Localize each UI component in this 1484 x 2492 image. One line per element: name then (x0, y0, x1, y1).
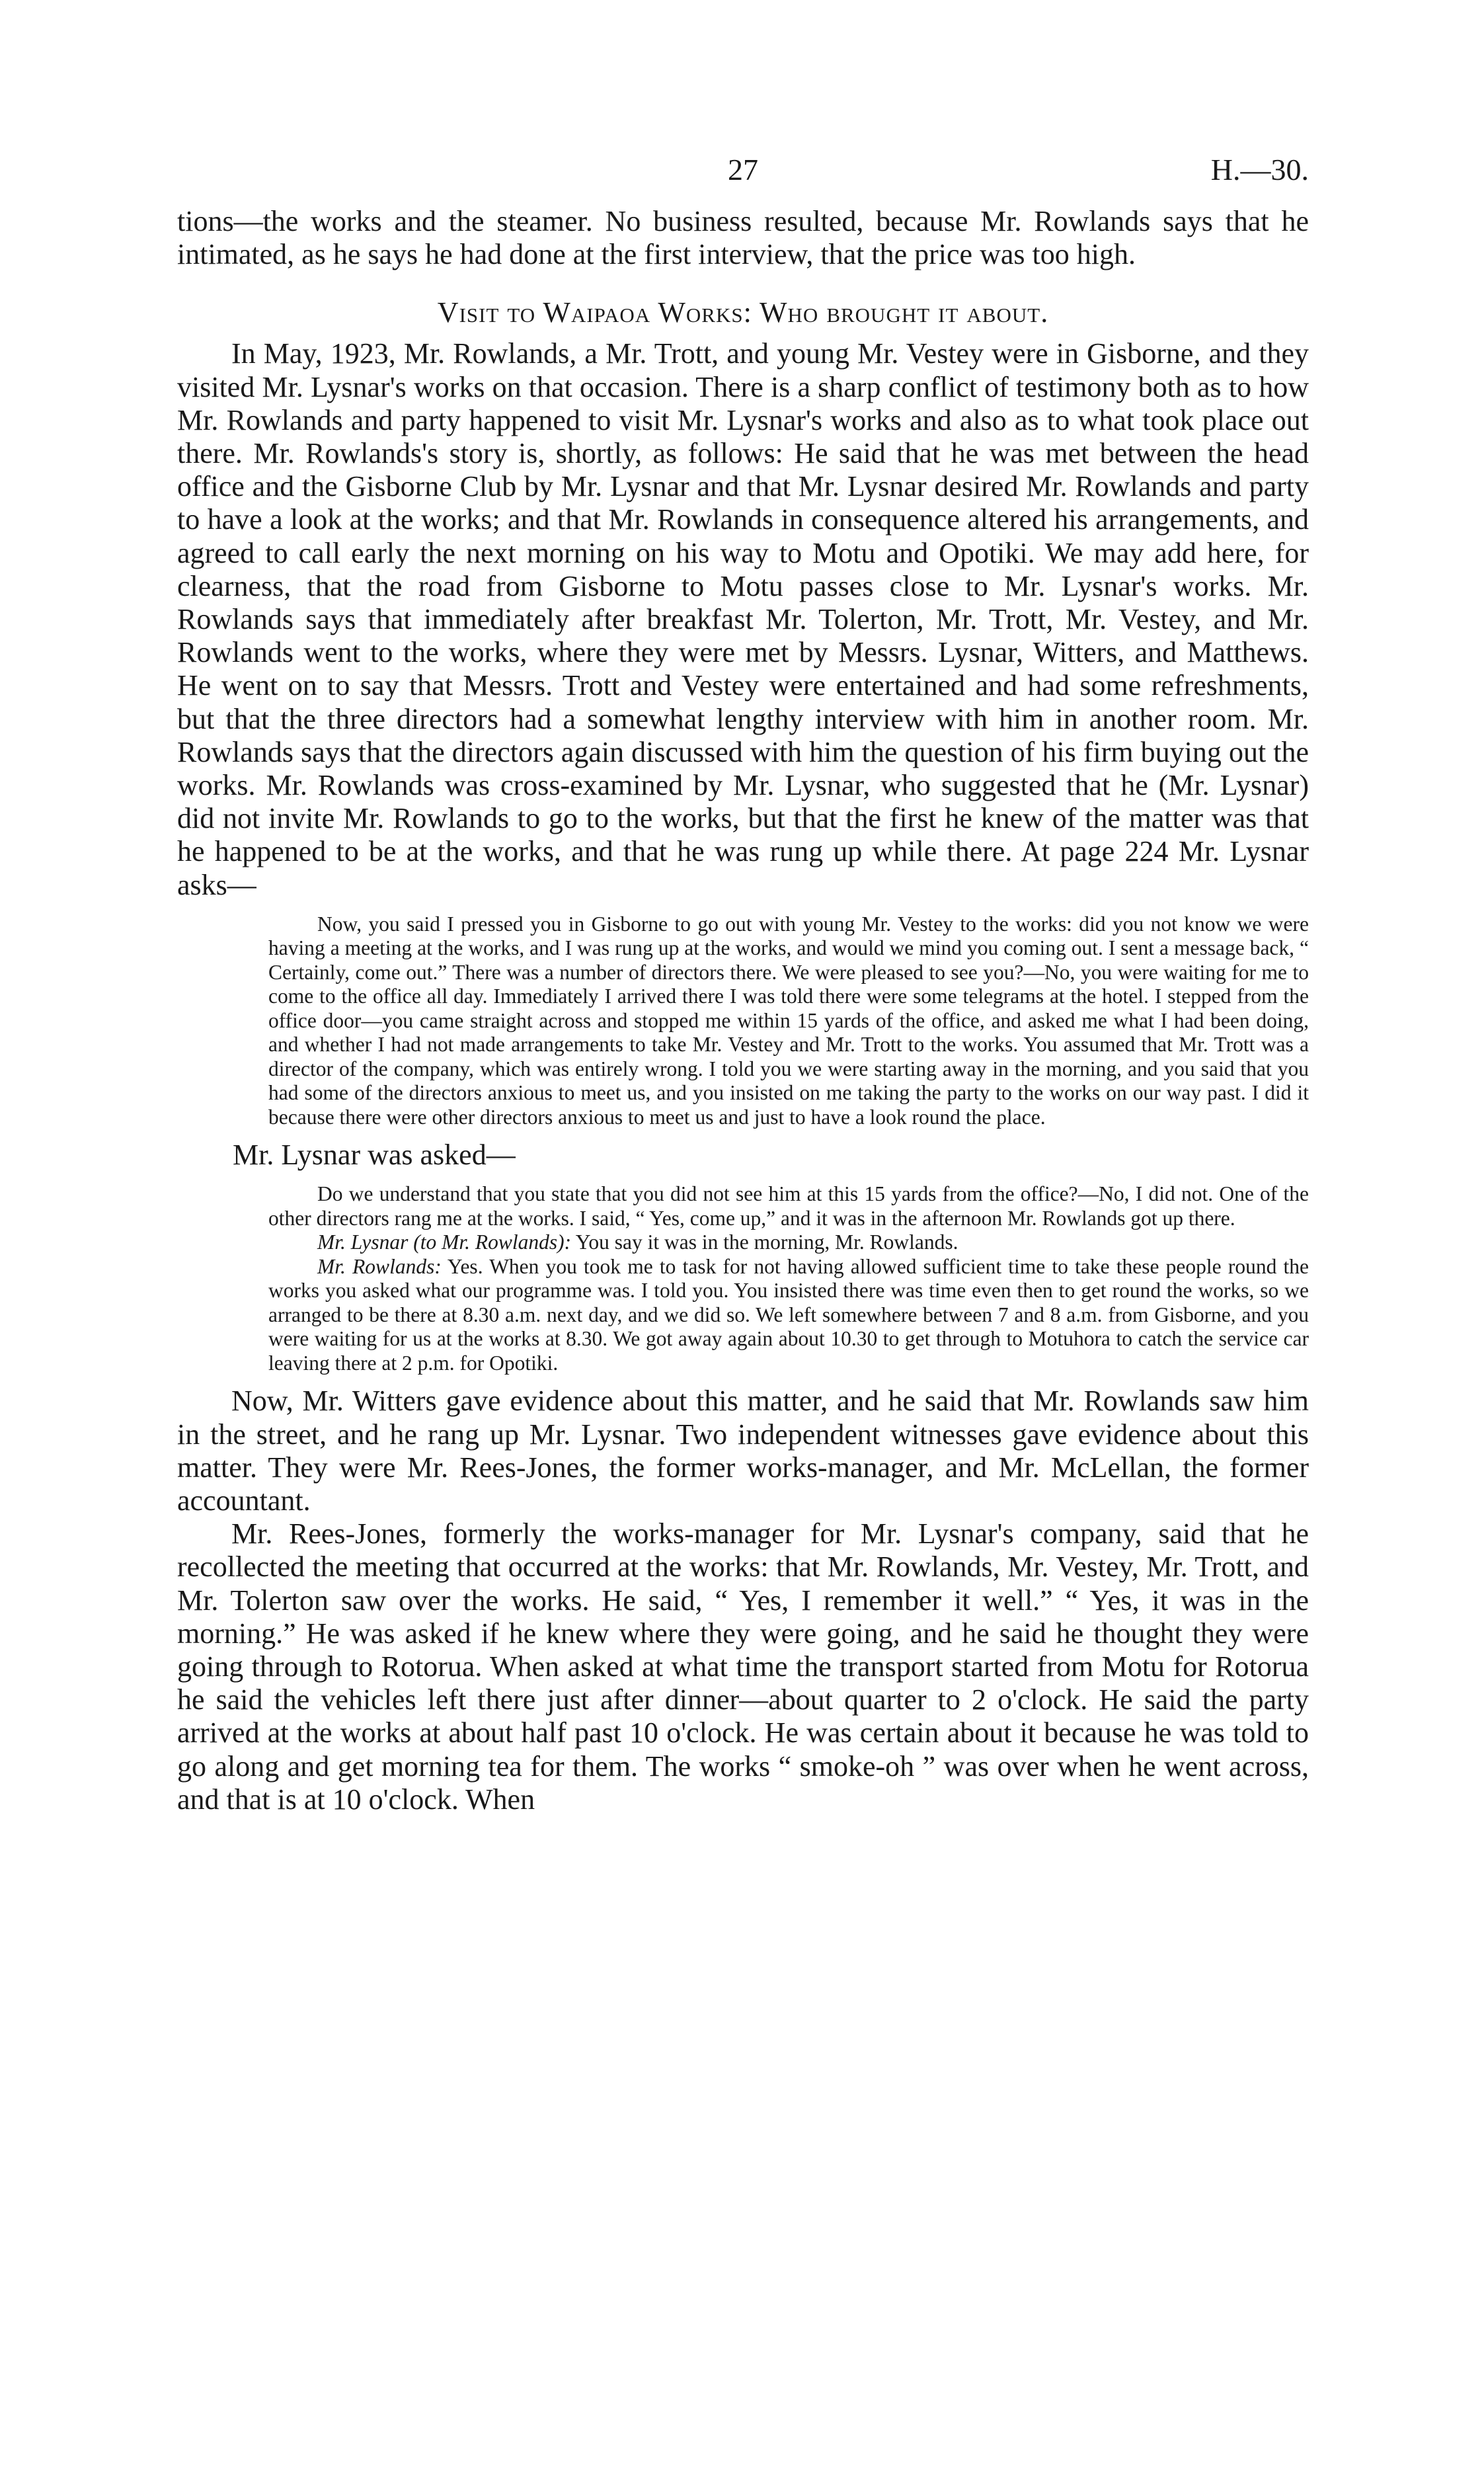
quoted-testimony-1 (177, 912, 1309, 1130)
quote-exchange-rowlands (268, 1255, 1309, 1376)
paragraph-witters-evidence: Now, Mr. Witters gave evidence about this matter, and he said that Mr. Rowlands saw him in the street, and he rang up Mr. Lysnar. Two independent witnesses gave evidence about this matter. They were Mr. Rees-Jones, the former works-manager, and Mr. McLellan, the former accountant. (177, 1385, 1309, 1517)
paragraph-rees-jones-evidence: Mr. Rees-Jones, formerly the works-manager for Mr. Lysnar's company, said that he recollected the meeting that occurred at the works: that Mr. Rowlands, Mr. Vestey, Mr. Trott, and Mr. Tolerton saw over the works. He said, “ Yes, I remember it well.” “ Yes, it was in the morning.” He was asked if he knew where they were going, and he said he thought they were going through to Rotorua. When asked at what time the transport started from Motu for Rotorua he said the vehicles left there just after dinner—about quarter to 2 o'clock. He said the party arrived at the works at about half past 10 o'clock. He was certain about it because he was told to go along and get morning tea for them. The works “ smoke-oh ” was over when he went across, and that is at 10 o'clock. When (177, 1517, 1309, 1816)
section-heading: Visit to Waipaoa Works: Who brought it about. (437, 296, 1049, 329)
quote-exchange-lysnar (268, 1230, 1309, 1255)
paragraph-continuation: tions—the works and the steamer. No business resulted, because Mr. Rowlands says that he intimated, as he says he had done at the first interview, that the price was too high. (177, 205, 1309, 271)
speaker-text: You say it was in the morning, Mr. Rowlands. (575, 1230, 958, 1254)
speaker-label: Mr. Rowlands: (317, 1254, 442, 1278)
document-page (177, 152, 1309, 1816)
page-number: 27 (728, 153, 758, 186)
document-reference: H.—30. (1210, 153, 1309, 186)
paragraph-visit-account: In May, 1923, Mr. Rowlands, a Mr. Trott, and young Mr. Vestey were in Gisborne, and they visited Mr. Lysnar's works on that occasion. There is a sharp conflict of testimony both as to how Mr. Rowlands and party happened to visit Mr. Lysnar's works and also as to what took place out there. Mr. Rowlands's story is, shortly, as follows: He said that he was met between the head office and the Gisborne Club by Mr. Lysnar and that Mr. Lysnar desired Mr. Rowlands and party to have a look at the works; and that Mr. Rowlands in consequence altered his arrangements, and agreed to call early the next morning on his way to Motu and Opotiki. We may add here, for clearness, that the road from Gisborne to Motu passes close to Mr. Lysnar's works. Mr. Rowlands says that immediately after breakfast Mr. Tolerton, Mr. Trott, Mr. Vestey, and Mr. Rowlands went to the works, where they were met by Messrs. Lysnar, Witters, and Matthews. He went on to say that Messrs. Trott and Vestey were entertained and had some refreshments, but that the three directors had a somewhat lengthy interview with him in another room. Mr. Rowlands says that the directors again discussed with him the question of his firm buying out the works. Mr. Rowlands was cross-examined by Mr. Lysnar, who suggested that he (Mr. Lysnar) did not invite Mr. Rowlands to go to the works, but that the first he knew of the matter was that he happened to be at the works, and that he was rung up while there. At page 224 Mr. Lysnar asks— (177, 337, 1309, 901)
quoted-testimony-2 (177, 1182, 1309, 1375)
speaker-label: Mr. Lysnar (to Mr. Rowlands): (317, 1230, 572, 1254)
speaker-text: Yes. When you took me to task for not having allowed sufficient time to take these people round the works you asked what our programme was. I told you. You insisted there was time even then to get round the works, so we arranged to be there at 8.30 a.m. next day, and we did so. We left somewhere between 7 and 8 a.m. from Gisborne, and you were waiting for us at the works at 8.30. We got away again about 10.30 to get through to Motuhora to catch the service car leaving there at 2 p.m. for Opotiki. (268, 1254, 1309, 1375)
lead-in-line: Mr. Lysnar was asked— (233, 1139, 516, 1172)
page-header (177, 152, 1309, 205)
quote-paragraph: Do we understand that you state that you did not see him at this 15 yards from the office?—No, I did not. One of the other directors rang me at the works. I said, “ Yes, come up,” and it was in the afternoon Mr. Rowlands got up there. (268, 1182, 1309, 1230)
quote-paragraph: Now, you said I pressed you in Gisborne to go out with young Mr. Vestey to the works: did you not know we were having a meeting at the works, and I was rung up at the works, and would we mind you coming out. I sent a message back, “ Certainly, come out.” There was a number of directors there. We were pleased to see you?—No, you were waiting for me to come to the office all day. Immediately I arrived there I was told there were some telegrams at the hotel. I stepped from the office door—you came straight across and stopped me within 15 yards of the office, and asked me what I had been doing, and whether I had not made arrangements to take Mr. Vestey and Mr. Trott to the works. You assumed that Mr. Trott was a director of the company, which was entirely wrong. I told you we were starting away in the morning, and you said that you had some of the directors anxious to meet us, and you insisted on me taking the party to the works on our way past. I did it because there were other directors anxious to meet us and just to have a look round the place. (268, 912, 1309, 1129)
